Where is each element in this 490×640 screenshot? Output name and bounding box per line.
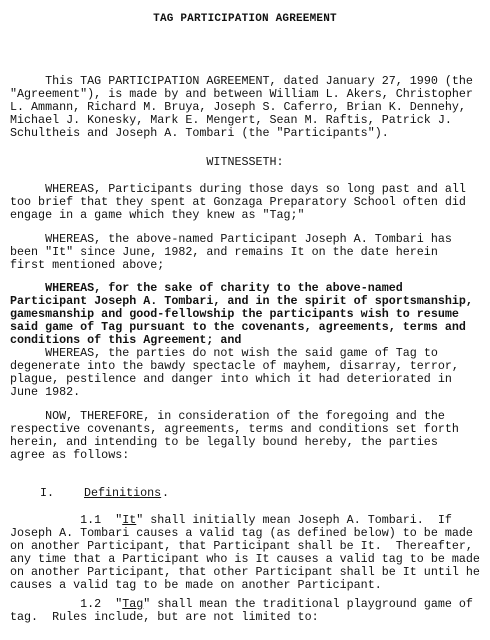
clause-1-1-body: " shall initially mean Joseph A. Tombari. If Joseph A. Tombari causes a valid tag (as defined below) to be made on another Participant, that Participant shall be It. Thereafter, any time that a Participant who is It causes a valid tag to be made on another Participant, that other Participant shall be It until he causes a valid tag to be made on another Participant.	[10, 513, 480, 592]
section-number: I.	[40, 486, 55, 500]
now-therefore-paragraph: NOW, THEREFORE, in consideration of the foregoing and the respective covenants, agreements, terms and conditions set forth herein, and intending to be legally bound hereby, the parties agree as follows:	[10, 409, 459, 462]
clause-1-2-prefix: 1.2 "	[10, 597, 123, 611]
whereas-paragraph-1: WHEREAS, Participants during those days so long past and all too brief that they spent at Gonzaga Preparatory School often did engage in a game which they knew as "Tag;"	[10, 182, 466, 222]
clause-1-2-term: Tag	[122, 597, 144, 611]
whereas-paragraph-3: WHEREAS, for the sake of charity to the above-named Participant Joseph A. Tombari, and in the spirit of sportsmanship, gamesmanship and good-fellowship the participants wish to resume said game of Tag pursuant to the covenants, agreements, terms and conditions of this Agreement; and	[10, 281, 473, 347]
clause-1-1-term: It	[122, 513, 137, 527]
clause-1-2-body: " shall mean the traditional playground game of tag. Rules include, but are not limited to:	[10, 597, 473, 624]
clause-1-2	[10, 598, 486, 624]
section-title: Definitions	[84, 486, 162, 500]
whereas-paragraph-4: WHEREAS, the parties do not wish the said game of Tag to degenerate into the bawdy spectacle of mayhem, disarray, terror, plague, pestilence and danger into which it had deteriorated in June 1982.	[10, 346, 459, 399]
intro-paragraph: This TAG PARTICIPATION AGREEMENT, dated January 27, 1990 (the "Agreement"), is made by and between William L. Akers, Christopher L. Ammann, Richard M. Bruya, Joseph S. Caferro, Brian K. Dennehy, Michael J. Konesky, Mark E. Mengert, Sean M. Raftis, Patrick J. Schultheis and Joseph A. Tombari (the "Participants").	[10, 74, 473, 140]
section-title-period: .	[162, 486, 170, 500]
witnesseth-heading: WITNESSETH:	[206, 155, 284, 169]
document-title: TAG PARTICIPATION AGREEMENT	[153, 13, 337, 25]
whereas-paragraph-2: WHEREAS, the above-named Participant Joseph A. Tombari has been "It" since June, 1982, and remains It on the date herein first mentioned above;	[10, 232, 452, 272]
clause-1-1	[10, 514, 486, 592]
clause-1-1-prefix: 1.1 "	[10, 513, 123, 527]
